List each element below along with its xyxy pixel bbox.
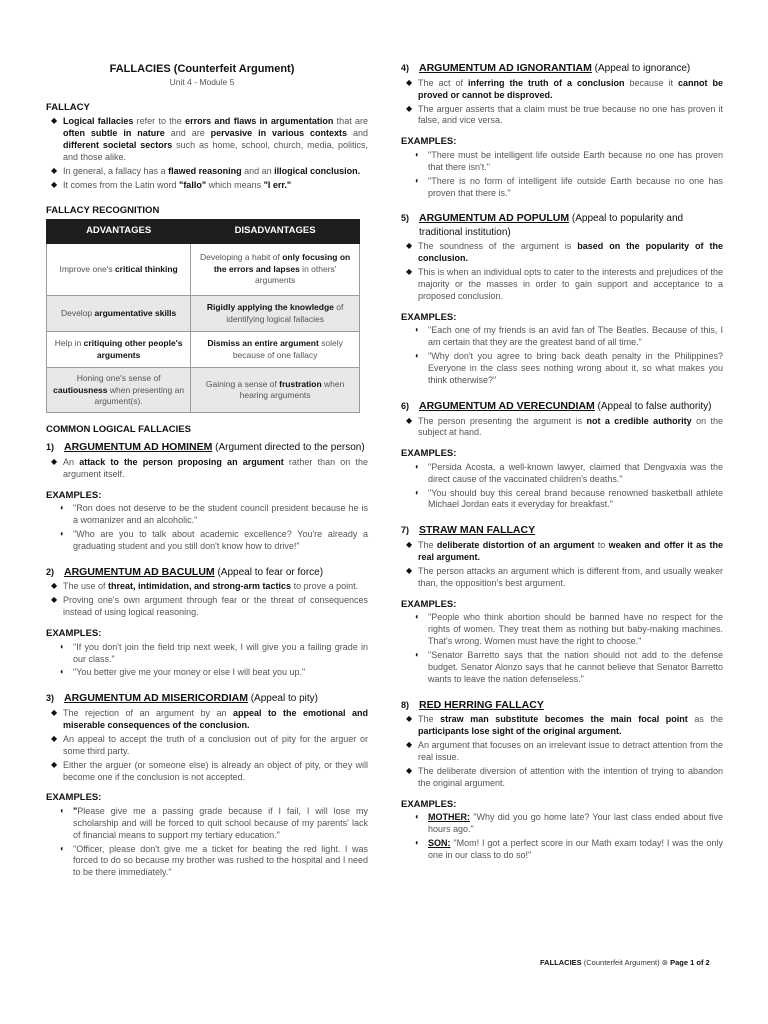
- bullet-item: [46, 457, 368, 481]
- bullet-item: [46, 166, 368, 178]
- circle-dot-bullet-icon: ◐: [415, 175, 420, 185]
- diamond-bullet-icon: ◆: [51, 179, 58, 189]
- text-segment: in others' arguments: [255, 263, 337, 286]
- fallacy-description: (Appeal to ignorance): [591, 63, 691, 74]
- fallacy-heading: FALLACY: [46, 101, 90, 113]
- circle-dot-bullet-icon: ◐: [415, 461, 420, 471]
- bold-text-segment: flawed reasoning: [168, 165, 242, 176]
- bold-text-segment: not a credible authority: [586, 415, 692, 426]
- disadvantage-cell: [191, 368, 360, 413]
- fallacy-heading: [401, 524, 723, 538]
- bullet-list: [401, 540, 723, 590]
- fallacy-description: (Appeal to fear or force): [214, 566, 324, 578]
- bullet-list: [46, 708, 368, 783]
- bold-text-segment: straw man substitute becomes the main focal point: [440, 714, 688, 725]
- circle-dot-bullet-icon: ◐: [415, 351, 420, 361]
- text-segment: as the: [687, 714, 723, 725]
- circle-dot-bullet-icon: ◐: [60, 843, 65, 853]
- bullet-item: [401, 104, 723, 128]
- fallacy-description: (Appeal to popularity and traditional institution): [419, 213, 684, 239]
- diamond-bullet-icon: ◆: [406, 415, 413, 425]
- bullet-list: [46, 457, 368, 481]
- bold-text-segment: cautiousness: [53, 384, 108, 395]
- bold-text-segment: attack to the person proposing an argument: [79, 456, 284, 467]
- bullet-item: [46, 760, 368, 784]
- text-segment: "If you don't join the field trip next week, I will give you a failing grade in our class.": [73, 641, 368, 664]
- text-segment: which means: [206, 179, 264, 190]
- table-row: [47, 332, 360, 368]
- table-row: [47, 244, 360, 296]
- fallacy-name: RED HERRING FALLACY: [419, 698, 544, 711]
- fallacy-number: 6): [401, 400, 410, 411]
- text-segment: In general, a fallacy has a: [63, 165, 169, 176]
- page-subtitle: Unit 4 - Module 5: [169, 76, 235, 87]
- circle-dot-bullet-icon: ◐: [415, 649, 420, 659]
- bullet-item: [401, 740, 723, 764]
- recognition-table: [46, 219, 360, 413]
- bold-text-segment: illogical conclusion.: [274, 165, 361, 176]
- example-item: [401, 462, 723, 486]
- text-segment: of identifying logical fallacies: [226, 302, 344, 324]
- disadvantage-cell: [191, 244, 360, 296]
- disadvantages-header: DISADVANTAGES: [191, 220, 360, 244]
- text-segment: and are: [164, 128, 211, 139]
- bold-text-segment: argumentative skills: [94, 307, 177, 318]
- diamond-bullet-icon: ◆: [51, 733, 58, 743]
- bullet-item: [401, 714, 723, 738]
- text-segment: "People who think abortion should be banned have no respect for the rights of women. They treat them as nothing but baby-making machines. That's wrong. Women must have the right to choose.": [428, 612, 723, 646]
- circle-dot-bullet-icon: ◐: [60, 503, 65, 513]
- example-item: [401, 612, 723, 648]
- diamond-bullet-icon: ◆: [51, 116, 58, 126]
- text-segment: "Officer, please don't give me a ticket for beating the red light. I was forced to do so because my brother was rushed to the hospital and I need to be there immediately.": [73, 843, 368, 878]
- text-segment: and an: [241, 165, 275, 176]
- fallacy-description: (Appeal to pity): [247, 693, 318, 705]
- bold-text-segment: SON:: [428, 837, 451, 848]
- fallacy-heading: [401, 699, 723, 713]
- advantage-cell: [47, 368, 191, 413]
- bold-text-segment: pervasive in various contexts: [210, 128, 348, 139]
- text-segment: The rejection of an argument by an: [63, 708, 234, 719]
- diamond-bullet-icon: ◆: [406, 565, 413, 575]
- fallacy-section: [46, 439, 368, 553]
- bullet-item: [46, 708, 368, 732]
- fallacy-heading: [46, 566, 368, 580]
- bullet-item: [401, 78, 723, 102]
- text-segment: "Ron does not deserve to be the student council president because he is a womanizer and an alcoholic.": [73, 503, 368, 525]
- example-list: [401, 150, 723, 200]
- bold-text-segment: MOTHER:: [428, 812, 470, 823]
- page-title: FALLACIES (Counterfeit Argument): [109, 63, 295, 75]
- fallacy-group-right: [401, 62, 723, 862]
- fallacy-section: [401, 389, 723, 512]
- text-segment: The arguer asserts that a claim must be true because no one has proven it false, and vice versa.: [418, 103, 723, 126]
- text-segment: The: [418, 540, 437, 551]
- bullet-list: [46, 581, 368, 619]
- example-list: [46, 503, 368, 553]
- diamond-bullet-icon: ◆: [406, 714, 413, 724]
- bullet-item: [401, 241, 723, 265]
- text-segment: "There must be intelligent life outside Earth because no one has proven that there isn't.": [428, 149, 723, 172]
- fallacy-description: (Appeal to false authority): [594, 400, 712, 412]
- text-segment: when presenting an argument(s).: [94, 384, 185, 406]
- diamond-bullet-icon: ◆: [51, 708, 58, 718]
- diamond-bullet-icon: ◆: [406, 740, 413, 750]
- diamond-bullet-icon: ◆: [51, 581, 58, 591]
- diamond-bullet-icon: ◆: [406, 765, 413, 775]
- text-segment: "Why did you go home late? Your last class ended about five hours ago.": [428, 812, 723, 835]
- example-list: [46, 642, 368, 680]
- left-column: [46, 62, 368, 881]
- text-segment: "You better give me your money or else I will beat you up.": [73, 667, 306, 678]
- text-segment: The use of: [63, 581, 109, 592]
- bullet-item: [46, 595, 368, 619]
- text-segment: Gaining a sense of: [205, 378, 280, 389]
- bullet-item: [401, 416, 723, 440]
- examples-heading: EXAMPLES:: [401, 448, 457, 460]
- right-column: [401, 62, 723, 864]
- bold-text-segment: threat, intimidation, and strong-arm tactics: [108, 581, 292, 592]
- text-segment: The: [418, 714, 441, 725]
- text-segment: Proving one's own argument through fear or the threat of consequences instead of using logical reasoning.: [63, 595, 368, 618]
- text-segment: "You should buy this cereal brand because renowned basketball athlete Michael Jordan eats it everyday for breakfast.": [428, 487, 723, 510]
- fallacy-heading: [401, 212, 723, 239]
- diamond-bullet-icon: ◆: [406, 267, 413, 277]
- text-segment: This is when an individual opts to cater to the interests and prejudices of the majority or the masses in order to gain support and acceptance to a proposed conclusion.: [418, 267, 723, 301]
- example-item: [46, 806, 368, 842]
- advantages-header: ADVANTAGES: [47, 220, 191, 244]
- examples-heading: EXAMPLES:: [401, 598, 457, 610]
- text-segment: solely because of one fallacy: [232, 338, 343, 360]
- fallacy-number: 7): [401, 525, 410, 536]
- bullet-item: [401, 540, 723, 564]
- example-item: [401, 488, 723, 512]
- circle-dot-bullet-icon: ◐: [60, 528, 65, 538]
- fallacy-name: ARGUMENTUM AD IGNORANTIAM: [419, 62, 592, 74]
- footer-separator-icon: ⊛: [661, 958, 669, 967]
- footer-title: FALLACIES: [540, 958, 582, 967]
- footer-page-number: Page 1 of 2: [670, 958, 710, 967]
- text-segment: An: [63, 456, 80, 467]
- fallacy-heading: [46, 692, 368, 706]
- fallacy-definition-list: [46, 116, 368, 191]
- bold-text-segment: different societal sectors: [63, 140, 173, 151]
- text-segment: Developing a habit of: [200, 252, 283, 263]
- bold-text-segment: Dismiss an entire argument: [207, 338, 319, 349]
- example-item: [401, 838, 723, 862]
- text-segment: "Each one of my friends is an avid fan of The Beatles. Because of this, I am certain that they are the greatest band of all time.": [428, 325, 723, 348]
- bold-text-segment: errors and flaws in argumentation: [185, 116, 334, 127]
- text-segment: "Who are you to talk about academic excellence? You're already a graduating student and you still don't know how to drive!": [73, 528, 368, 551]
- example-list: [401, 462, 723, 512]
- examples-heading: EXAMPLES:: [46, 792, 102, 804]
- common-fallacies-heading: COMMON LOGICAL FALLACIES: [46, 424, 191, 436]
- example-item: [401, 812, 723, 836]
- fallacy-heading: [401, 400, 723, 414]
- bullet-list: [401, 416, 723, 440]
- fallacy-number: 5): [401, 213, 410, 224]
- diamond-bullet-icon: ◆: [406, 77, 413, 87]
- bullet-item: [401, 267, 723, 303]
- examples-heading: EXAMPLES:: [401, 311, 457, 323]
- fallacy-name: STRAW MAN FALLACY: [419, 524, 536, 537]
- example-list: [46, 806, 368, 879]
- text-segment: The person attacks an argument which is different from, and usually weaker than, the opposition's best argument.: [418, 565, 723, 588]
- fallacy-number: 2): [46, 566, 55, 577]
- fallacy-name: ARGUMENTUM AD MISERICORDIAM: [64, 692, 248, 705]
- example-list: [401, 812, 723, 862]
- fallacy-section: [401, 201, 723, 386]
- bold-text-segment: Logical fallacies: [63, 116, 134, 127]
- example-list: [401, 325, 723, 386]
- circle-dot-bullet-icon: ◐: [415, 837, 420, 847]
- text-segment: that are: [333, 116, 369, 127]
- bold-text-segment: based on the popularity of the conclusion.: [418, 241, 723, 264]
- circle-dot-bullet-icon: ◐: [415, 612, 420, 622]
- disadvantage-cell: [191, 296, 360, 332]
- example-item: [401, 150, 723, 174]
- diamond-bullet-icon: ◆: [51, 759, 58, 769]
- text-segment: Honing one's sense of: [76, 373, 161, 384]
- advantage-cell: [47, 332, 191, 368]
- text-segment: "Mom! I got a perfect score in our Math exam today! I was the only one in our class to do so!": [428, 837, 723, 860]
- disadvantage-cell: [191, 332, 360, 368]
- footer-subtitle: (Counterfeit Argument): [583, 958, 660, 967]
- circle-dot-bullet-icon: ◐: [60, 641, 65, 651]
- bold-text-segment: participants lose sight of the original argument.: [418, 726, 622, 737]
- text-segment: to prove a point.: [291, 581, 359, 592]
- text-segment: on the subject at hand.: [418, 415, 724, 438]
- bullet-list: [401, 714, 723, 789]
- fallacy-name: ARGUMENTUM AD BACULUM: [64, 565, 215, 578]
- text-segment: It comes from the Latin word: [63, 179, 180, 190]
- text-segment: Improve one's: [59, 263, 115, 274]
- fallacy-section: [401, 62, 723, 199]
- bullet-item: [401, 566, 723, 590]
- fallacy-number: 3): [46, 693, 55, 704]
- fallacy-heading: [46, 441, 368, 455]
- page-footer: [540, 958, 710, 968]
- example-item: [401, 176, 723, 200]
- fallacy-group-left: [46, 439, 368, 879]
- bullet-item: [46, 116, 368, 164]
- recognition-table-body: [47, 244, 360, 413]
- examples-heading: EXAMPLES:: [401, 798, 457, 810]
- bold-text-segment: "I err.": [263, 179, 292, 190]
- bold-text-segment: "fallo": [179, 179, 207, 190]
- example-item: [401, 325, 723, 349]
- fallacy-number: 4): [401, 63, 410, 73]
- circle-dot-bullet-icon: ◐: [415, 325, 420, 335]
- diamond-bullet-icon: ◆: [406, 540, 413, 550]
- example-list: [401, 612, 723, 685]
- bullet-item: [46, 180, 368, 192]
- diamond-bullet-icon: ◆: [51, 456, 58, 466]
- fallacy-description: (Argument directed to the person): [212, 441, 365, 453]
- bold-text-segment: only focusing on the errors and lapses: [213, 252, 351, 274]
- fallacy-number: 1): [46, 441, 55, 452]
- examples-heading: EXAMPLES:: [401, 136, 457, 148]
- text-segment: The person presenting the argument is: [418, 415, 587, 426]
- example-item: [46, 844, 368, 880]
- text-segment: "Why don't you agree to bring back death penalty in the Philippines? Everyone in the class sees nothing wrong about it, so what makes you think otherwise?": [428, 351, 723, 385]
- text-segment: "Senator Barretto says that the nation should not add to the defense budget. Senator Alonzo says that he cannot believe that Senator Barretto wants to leave the nation defenseless.": [428, 649, 723, 684]
- text-segment: Either the arguer (or someone else) is already an object of pity, or they will become one if the conclusion is not accepted.: [63, 759, 368, 782]
- bold-text-segment: often subtle in nature: [63, 128, 165, 139]
- circle-dot-bullet-icon: ◐: [415, 812, 420, 822]
- table-row: [47, 368, 360, 413]
- circle-dot-bullet-icon: ◐: [60, 805, 65, 815]
- text-segment: rather than on the argument itself.: [63, 456, 368, 479]
- bold-text-segment: weaken and offer it as the real argument.: [418, 540, 724, 563]
- bold-text-segment: inferring the truth of a conclusion: [468, 77, 625, 88]
- example-item: [401, 351, 723, 387]
- text-segment: refer to the: [133, 116, 186, 127]
- fallacy-section: [46, 555, 368, 680]
- text-segment: "There is no form of intelligent life outside Earth because no one has proven that there is.": [428, 175, 723, 198]
- text-segment: The act of: [418, 77, 469, 88]
- bullet-item: [46, 581, 368, 593]
- advantage-cell: [47, 296, 191, 332]
- examples-heading: EXAMPLES:: [46, 489, 102, 501]
- text-segment: Develop: [60, 307, 95, 318]
- bullet-list: [401, 241, 723, 302]
- text-segment: and: [347, 128, 368, 139]
- text-segment: such as home, school, church, media, politics, and those alike.: [63, 140, 368, 162]
- bold-text-segment: appeal to the emotional and miserable consequences of the conclusion.: [63, 708, 368, 730]
- text-segment: "Persida Acosta, a well-known lawyer, claimed that Dengvaxia was the direct cause of the vaccinated children's deaths.": [428, 461, 723, 484]
- advantage-cell: [47, 244, 191, 296]
- example-item: [401, 650, 723, 686]
- fallacy-name: ARGUMENTUM AD VERECUNDIAM: [419, 399, 595, 412]
- text-segment: Please give me a passing grade because if I fail, I will lose my scholarship and will be forced to quit school because of my parents' lack of financial means to support my tertiary education.": [73, 805, 368, 840]
- fallacy-name: ARGUMENTUM AD POPULUM: [419, 212, 570, 225]
- table-row: [47, 296, 360, 332]
- fallacy-name: ARGUMENTUM AD HOMINEM: [64, 440, 213, 453]
- text-segment: The deliberate diversion of attention with the intention of trying to abandon the original argument.: [418, 765, 723, 788]
- circle-dot-bullet-icon: ◐: [415, 149, 420, 159]
- bold-text-segment: frustration: [279, 378, 322, 389]
- fallacy-heading: [401, 62, 723, 76]
- bullet-list: [401, 78, 723, 128]
- text-segment: An appeal to accept the truth of a conclusion out of pity for the arguer or some third party.: [63, 733, 368, 756]
- bold-text-segment: cannot be proved or cannot be disproved.: [418, 77, 723, 100]
- bold-text-segment: critiquing other people's arguments: [83, 338, 183, 360]
- bold-text-segment: Rigidly applying the knowledge: [206, 302, 334, 313]
- bullet-item: [401, 766, 723, 790]
- example-item: [46, 503, 368, 527]
- diamond-bullet-icon: ◆: [406, 241, 413, 251]
- text-segment: Help in: [54, 338, 84, 349]
- text-segment: because it: [624, 77, 678, 88]
- example-item: [46, 642, 368, 666]
- fallacy-section: [401, 688, 723, 862]
- diamond-bullet-icon: ◆: [51, 595, 58, 605]
- fallacy-number: 8): [401, 699, 410, 710]
- fallacy-section: [401, 513, 723, 685]
- text-segment: The soundness of the argument is: [418, 241, 578, 252]
- bold-text-segment: ": [73, 805, 78, 816]
- diamond-bullet-icon: ◆: [406, 103, 413, 113]
- example-item: [46, 667, 368, 679]
- circle-dot-bullet-icon: ◐: [415, 487, 420, 497]
- text-segment: to: [594, 540, 609, 551]
- recognition-heading: FALLACY RECOGNITION: [46, 204, 160, 216]
- fallacy-section: [46, 681, 368, 879]
- example-item: [46, 529, 368, 553]
- circle-dot-bullet-icon: ◐: [60, 667, 65, 677]
- bold-text-segment: deliberate distortion of an argument: [436, 540, 595, 551]
- diamond-bullet-icon: ◆: [51, 165, 58, 175]
- examples-heading: EXAMPLES:: [46, 628, 102, 640]
- text-segment: An argument that focuses on an irrelevant issue to detract attention from the real issue.: [418, 740, 723, 762]
- text-segment: when hearing arguments: [239, 378, 345, 401]
- bullet-item: [46, 734, 368, 758]
- bold-text-segment: critical thinking: [114, 263, 178, 274]
